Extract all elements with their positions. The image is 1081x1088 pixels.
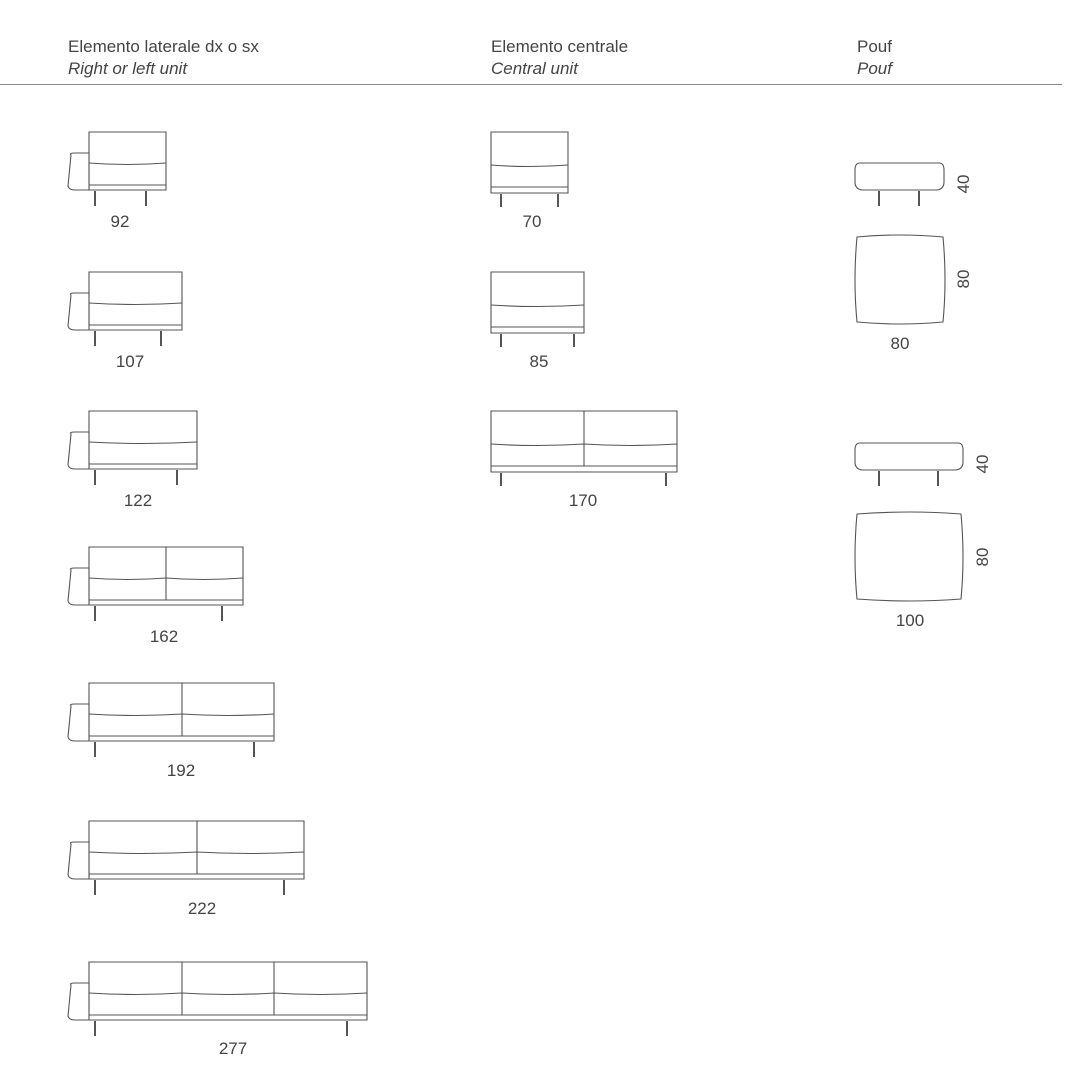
lateral-unit-192	[68, 683, 274, 780]
header-lateral-en: Right or left unit	[68, 59, 188, 78]
pouf-100	[855, 443, 992, 630]
lateral-unit-162	[68, 547, 243, 646]
lateral-unit-222	[68, 821, 304, 918]
pouf-100-depth-label: 80	[973, 547, 992, 567]
lateral-222-label: 222	[187, 899, 217, 918]
central-170-label: 170	[568, 491, 598, 510]
lateral-unit-92	[68, 132, 166, 231]
pouf-100-width-label: 100	[895, 611, 925, 630]
lateral-92-label: 92	[110, 212, 130, 231]
header-central-it: Elemento centrale	[491, 37, 629, 56]
lateral-unit-122	[68, 411, 197, 510]
lateral-122-label: 122	[123, 491, 153, 510]
lateral-192-label: 192	[166, 761, 196, 780]
central-unit-85	[491, 272, 584, 371]
pouf-80	[855, 163, 973, 353]
pouf-100-height-label: 40	[973, 454, 992, 474]
header-pouf-it: Pouf	[857, 37, 892, 56]
lateral-107-label: 107	[115, 352, 145, 371]
header-central-en: Central unit	[491, 59, 578, 78]
header-lateral-it: Elemento laterale dx o sx	[68, 37, 259, 56]
pouf-80-width-label: 80	[890, 334, 910, 353]
lateral-unit-277	[68, 962, 367, 1058]
lateral-162-label: 162	[149, 627, 179, 646]
pouf-80-height-label: 40	[954, 174, 973, 194]
central-unit-70	[491, 132, 568, 231]
central-85-label: 85	[529, 352, 549, 371]
pouf-80-depth-label: 80	[954, 269, 973, 289]
lateral-unit-107	[68, 272, 182, 371]
header-pouf-en: Pouf	[857, 59, 892, 78]
lateral-277-label: 277	[218, 1039, 248, 1058]
central-unit-170	[491, 411, 677, 510]
central-70-label: 70	[522, 212, 542, 231]
